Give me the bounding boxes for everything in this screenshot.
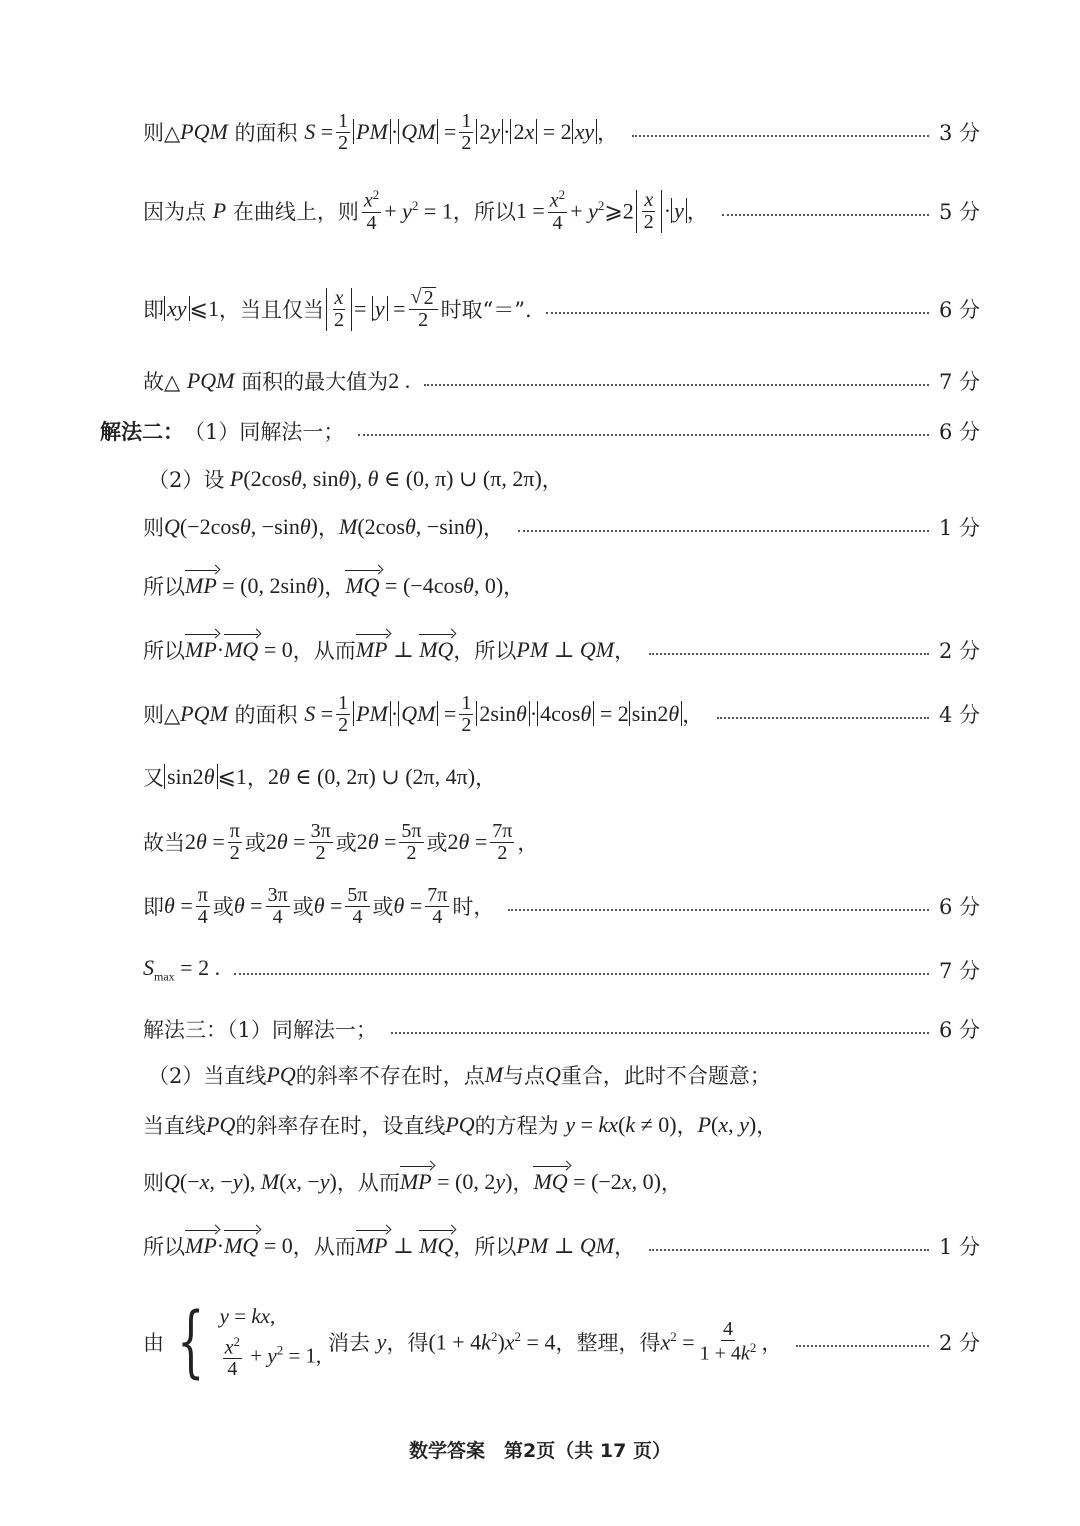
method-3-header — [143, 1012, 980, 1046]
leader-dots — [234, 973, 929, 975]
system-line — [143, 1292, 980, 1392]
method-3-text: 解法三：（1）同解法一； — [143, 1018, 377, 1042]
leader-dots — [424, 384, 929, 386]
max-area-text: 故△ PQM 面积的最大值为 2 . — [143, 368, 411, 394]
score-label: 2 分 — [938, 1331, 980, 1355]
score-label: 1 分 — [938, 516, 980, 540]
method-3-vectors-text: 则 Q(−x, −y), M(x, −y) ，从而 MP = (0, 2y) ， MQ = (−2x, 0) ， — [143, 1169, 682, 1195]
score-label: 2 分 — [938, 639, 980, 663]
score-label: 6 分 — [938, 1018, 980, 1042]
score-label: 3 分 — [938, 121, 980, 145]
leader-dots — [508, 909, 929, 911]
slope-defined-text: 当直线 PQ 的斜率存在时，设直线 PQ 的方程为 y = kx(k ≠ 0) ， P(x, y) ， — [143, 1112, 778, 1138]
slope-defined-line — [143, 1108, 777, 1142]
vectors-text: 所以 MP = (0, 2sinθ) ， MQ = (−4cosθ, 0) ， — [143, 573, 525, 599]
equality-line-text: 即 xy ⩽1 ，当且仅当 $\frac{x}{2}$ = y = √ 2 2 时取“＝”. — [143, 286, 532, 331]
equation-system: y = kx, $\frac{x^2}{4}$ + $y^2 = 1$, — [219, 1303, 322, 1381]
perpendicular-text-2: 所以 MP·MQ = 0 ，从而 MP ⊥ MQ ， 所以 PM ⊥ QM ， — [143, 1233, 636, 1259]
double-angle-text: 故当 2θ = $\frac{\pi}{2}$ 或 2θ = $\frac{3\pi}{2}$ 或 2θ = $\frac{5\pi}{2}$ 或 2θ = $\frac{7\pi}{2}$ ， — [143, 819, 539, 864]
leader-dots — [717, 717, 929, 719]
score-label: 6 分 — [938, 895, 980, 919]
leader-dots — [632, 135, 929, 137]
qm-coords-line — [143, 510, 980, 544]
perpendicular-line-2 — [143, 1228, 980, 1264]
leader-dots — [391, 1032, 929, 1034]
method-2-setup-text: （2）设 P(2cosθ, sinθ), θ ∈ (0, π) ∪ (π, 2π) ， — [148, 466, 563, 492]
smax-line — [143, 952, 980, 988]
area-line-1 — [143, 109, 980, 154]
theta-cases-text: 即 θ = $\frac{\pi}{4}$ 或 θ = $\frac{3\pi}{4}$ 或 θ = $\frac{5\pi}{4}$ 或 θ = $\frac{7\pi}{4}$ 时， — [143, 883, 495, 928]
leader-dots — [649, 1249, 929, 1251]
sin-bound-line — [143, 760, 496, 794]
brace-glyph: { — [177, 1297, 205, 1387]
leader-dots — [796, 1345, 929, 1347]
theta-cases — [143, 880, 980, 932]
perpendicular-line-1 — [143, 632, 980, 668]
perpendicular-text-1: 所以 MP·MQ = 0 ，从而 MP ⊥ MQ ， 所以 PM ⊥ QM ， — [143, 637, 636, 663]
method-2-header — [100, 414, 980, 448]
score-label: 1 分 — [938, 1235, 980, 1259]
leader-dots — [546, 312, 929, 314]
system-text: 由 { y = kx, $\frac{x^2}{4}$ + $y^2 = 1$, 消去 y ，得 $(1 + 4k^2)x^2 = 4$ ，整理，得 $x^2$ = $\frac{4}{1 + 4k^2}$ ， — [143, 1297, 783, 1387]
smax-text: $S_{max} = 2$ . — [143, 955, 221, 984]
score-label: 5 分 — [938, 200, 980, 224]
max-area-line — [143, 364, 980, 398]
area-line-1-text: 则△ PQM 的面积 S = $\frac{1}{2}$ PM · QM = $\frac{1}{2}$ 2y · 2x = 2 xy ， — [143, 109, 619, 154]
leader-dots — [518, 530, 929, 532]
leader-dots — [649, 653, 929, 655]
sin-bound-text: 又 sin2θ ⩽1 ， 2θ ∈ (0, 2π) ∪ (2π, 4π) ， — [143, 764, 497, 790]
curve-line — [143, 186, 980, 236]
vectors-line — [143, 568, 524, 604]
score-label: 7 分 — [938, 959, 980, 983]
score-label: 7 分 — [938, 370, 980, 394]
qm-coords-text: 则 Q(−2cosθ, −sinθ) ， M(2cosθ, −sinθ) ， — [143, 514, 505, 540]
equality-line — [143, 282, 980, 336]
score-label: 6 分 — [938, 420, 980, 444]
area-line-2 — [143, 690, 980, 738]
area-line-2-text: 则△ PQM 的面积 S = $\frac{1}{2}$ PM · QM = $\frac{1}{2}$ 2sinθ · 4cosθ = 2 sin2θ ， — [143, 691, 704, 736]
page-footer: 数学答案 第2页（共 17 页） — [409, 1440, 671, 1462]
score-label: 4 分 — [938, 703, 980, 727]
curve-line-text: 因为点 P 在曲线上，则 $\frac{x^2}{4}$ + $y^2 = 1$ ， 所以 1 = $\frac{x^2}{4}$ + $y^2⩾2$ $\frac{x}{2}$ · y ， — [143, 187, 708, 234]
score-label: 6 分 — [938, 298, 980, 322]
slope-undefined-text: （2）当直线 PQ 的斜率不存在时，点 M 与点 Q 重合，此时不合题意； — [148, 1062, 771, 1088]
slope-undefined-line — [148, 1058, 771, 1092]
method-2-setup — [148, 462, 563, 496]
double-angle-cases — [143, 816, 538, 868]
method-3-vectors — [143, 1164, 682, 1200]
leader-dots — [358, 434, 929, 436]
method-2-text: 解法二： （1）同解法一； — [100, 420, 345, 444]
leader-dots — [722, 214, 929, 216]
